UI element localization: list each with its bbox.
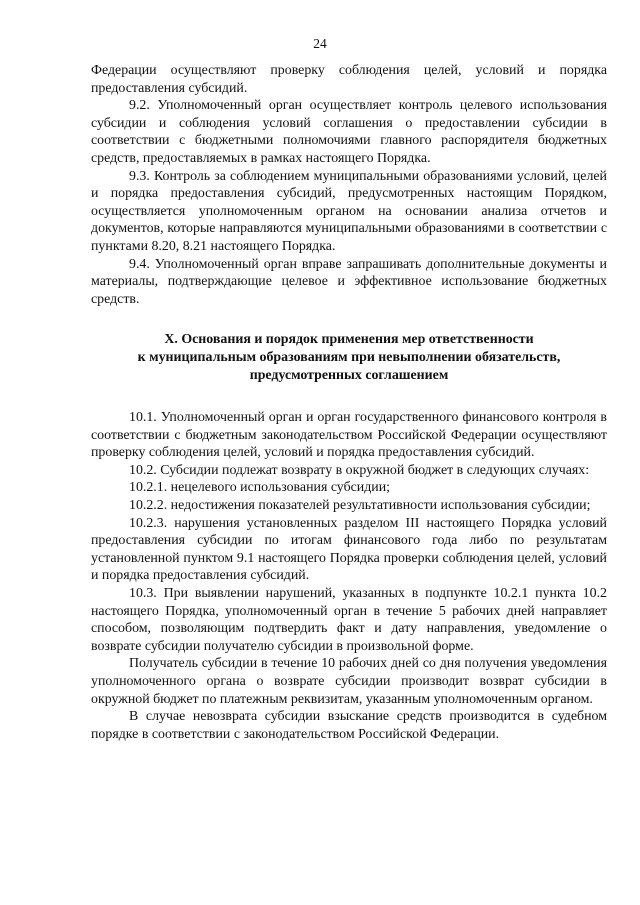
section-heading-line-3: предусмотренных соглашением (249, 367, 449, 383)
section-heading-line-2: к муниципальным образованиям при невыполнении обязательств, (137, 349, 561, 365)
paragraph-9-2: 9.2. Уполномоченный орган осуществляет контроль целевого использования субсидии и соблюдения условий соглашения о предоставлении субсидии в соответствии с бюджетными полномочиями главного распорядителя бюджетных средств, предоставляемых в рамках настоящего Порядка. (91, 98, 607, 166)
paragraph-10-3-court: В случае невозврата субсидии взыскание средств производится в судебном порядке в соответствии с законодательством Российской Федерации. (91, 709, 607, 742)
paragraph-9-4: 9.4. Уполномоченный орган вправе запрашивать дополнительные документы и материалы, подтверждающие целевое и эффективное использование бюджетных средств. (91, 256, 607, 307)
paragraph-10-1: 10.1. Уполномоченный орган и орган государственного финансового контроля в соответствии с бюджетным законодательством Российской Федерации осуществляют проверку соблюдения целей, условий и порядка предоставления субсидий. (91, 410, 607, 461)
paragraph-10-3-recipient: Получатель субсидии в течение 10 рабочих дней со дня получения уведомления уполномоченного органа о возврате субсидии производит возврат субсидии в окружной бюджет по платежным реквизитам, указанным уполномоченным органом. (91, 656, 607, 707)
page-number: 24 (313, 36, 327, 51)
paragraph-10-2-1: 10.2.1. нецелевого использования субсидии; (129, 480, 391, 496)
paragraph-9-3: 9.3. Контроль за соблюдением муниципальными образованиями условий, целей и порядка предоставления субсидий, предусмотренных настоящим Порядком, осуществляется уполномоченным органом на основании анализа отчетов и документов, которые направляются муниципальными образованиями в соответствии с пунктами 8.20, 8.21 настоящего Порядка. (91, 168, 607, 254)
paragraph-10-2-3: 10.2.3. нарушения установленных разделом III настоящего Порядка условий предоставления субсидии по итогам финансового года либо по результатам установленной пунктом 9.1 настоящего Порядка проверки соблюдения целей, условий и порядка предоставления субсидий. (91, 515, 607, 584)
section-heading (91, 331, 607, 384)
paragraph-10-2: 10.2. Субсидии подлежат возврату в окружной бюджет в следующих случаях: (129, 462, 590, 478)
document-body (91, 62, 607, 743)
paragraph-continuation: Федерации осуществляют проверку соблюдения целей, условий и порядка предоставления субсидий. (91, 63, 607, 96)
section-heading-line-1: X. Основания и порядок применения мер ответственности (164, 332, 534, 348)
paragraph-10-3: 10.3. При выявлении нарушений, указанных в подпункте 10.2.1 пункта 10.2 настоящего Порядка, уполномоченный орган в течение 5 рабочих дней направляет способом, позволяющим подтвердить факт и дату направления, уведомление о возврате субсидии получателю субсидии в произвольной форме. (91, 586, 607, 654)
paragraph-10-2-2: 10.2.2. недостижения показателей результативности использования субсидии; (129, 498, 591, 514)
